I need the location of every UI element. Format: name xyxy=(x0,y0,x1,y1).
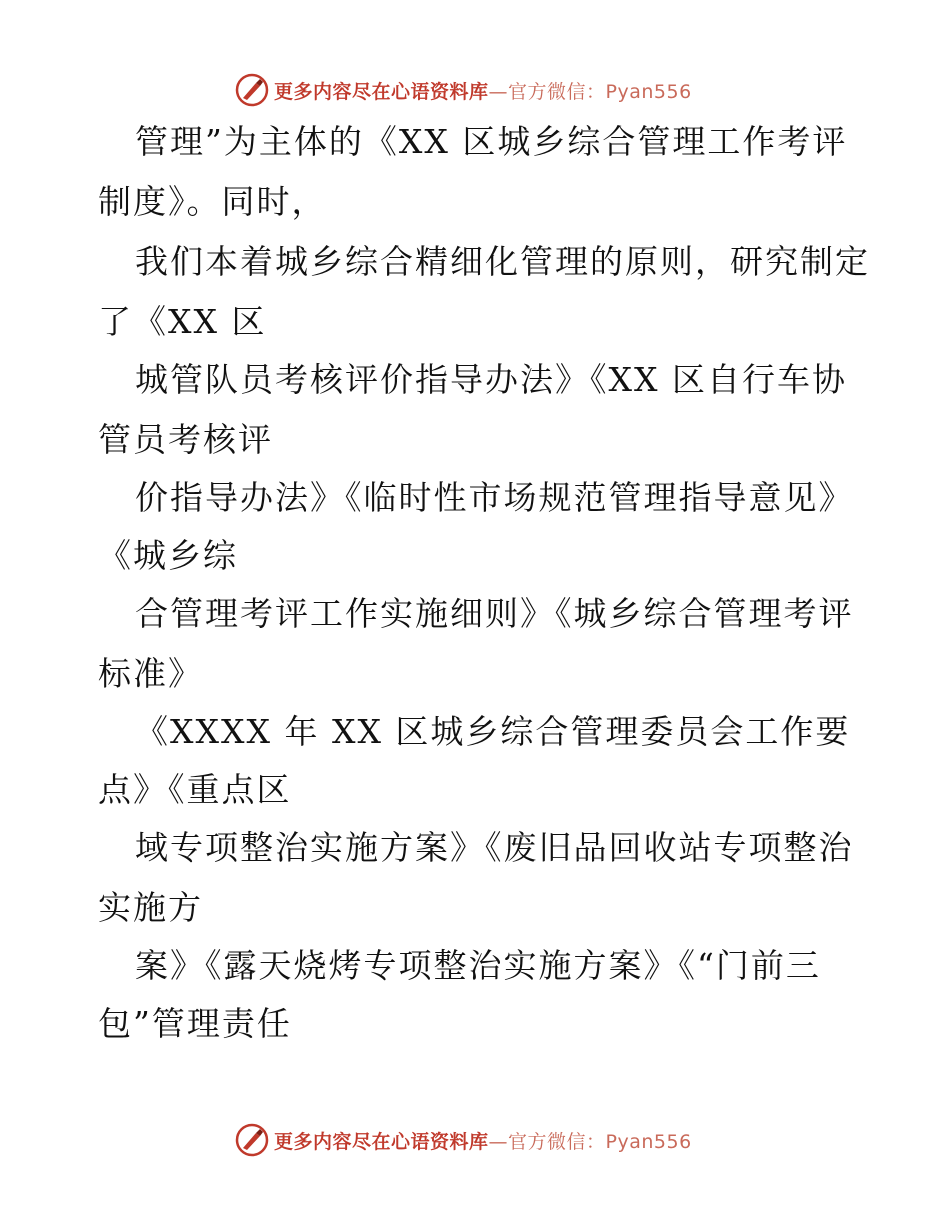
body-line: 制度》。同时， xyxy=(98,182,327,221)
body-line: 实施方 xyxy=(98,888,203,927)
body-line: 了《XX 区 xyxy=(98,302,267,341)
body-line: 管员考核评 xyxy=(98,420,273,459)
body-line: 《XXXX 年 XX 区城乡综合管理委员会工作要 xyxy=(135,712,851,751)
body-line: 包”管理责任 xyxy=(98,1004,292,1043)
banner-main-text: 更多内容尽在心语资料库 xyxy=(274,80,489,103)
body-line: 合管理考评工作实施细则》《城乡综合管理考评 xyxy=(135,594,854,633)
footer-banner xyxy=(234,1120,692,1160)
banner-text xyxy=(274,77,692,104)
body-line: 标准》 xyxy=(98,654,203,693)
body-line: 管理”为主体的《XX 区城乡综合管理工作考评 xyxy=(135,122,848,161)
pen-circle-icon xyxy=(234,1122,270,1158)
body-line: 点》《重点区 xyxy=(98,770,292,809)
header-banner xyxy=(234,70,692,110)
banner-main-text: 更多内容尽在心语资料库 xyxy=(274,1130,489,1153)
body-line: 我们本着城乡综合精细化管理的原则，研究制定 xyxy=(135,242,870,281)
body-line: 城管队员考核评价指导办法》《XX 区自行车协 xyxy=(135,360,847,399)
body-line: 价指导办法》《临时性市场规范管理指导意见》 xyxy=(135,478,854,517)
pen-circle-icon xyxy=(234,72,270,108)
banner-text xyxy=(274,1127,692,1154)
body-line: 域专项整治实施方案》《废旧品回收站专项整治 xyxy=(135,828,854,867)
banner-wechat-text: —官方微信：Pyan556 xyxy=(488,80,692,103)
body-line: 案》《露天烧烤专项整治实施方案》《“门前三 xyxy=(135,946,821,985)
banner-wechat-text: —官方微信：Pyan556 xyxy=(488,1130,692,1153)
body-line: 《城乡综 xyxy=(98,536,238,575)
